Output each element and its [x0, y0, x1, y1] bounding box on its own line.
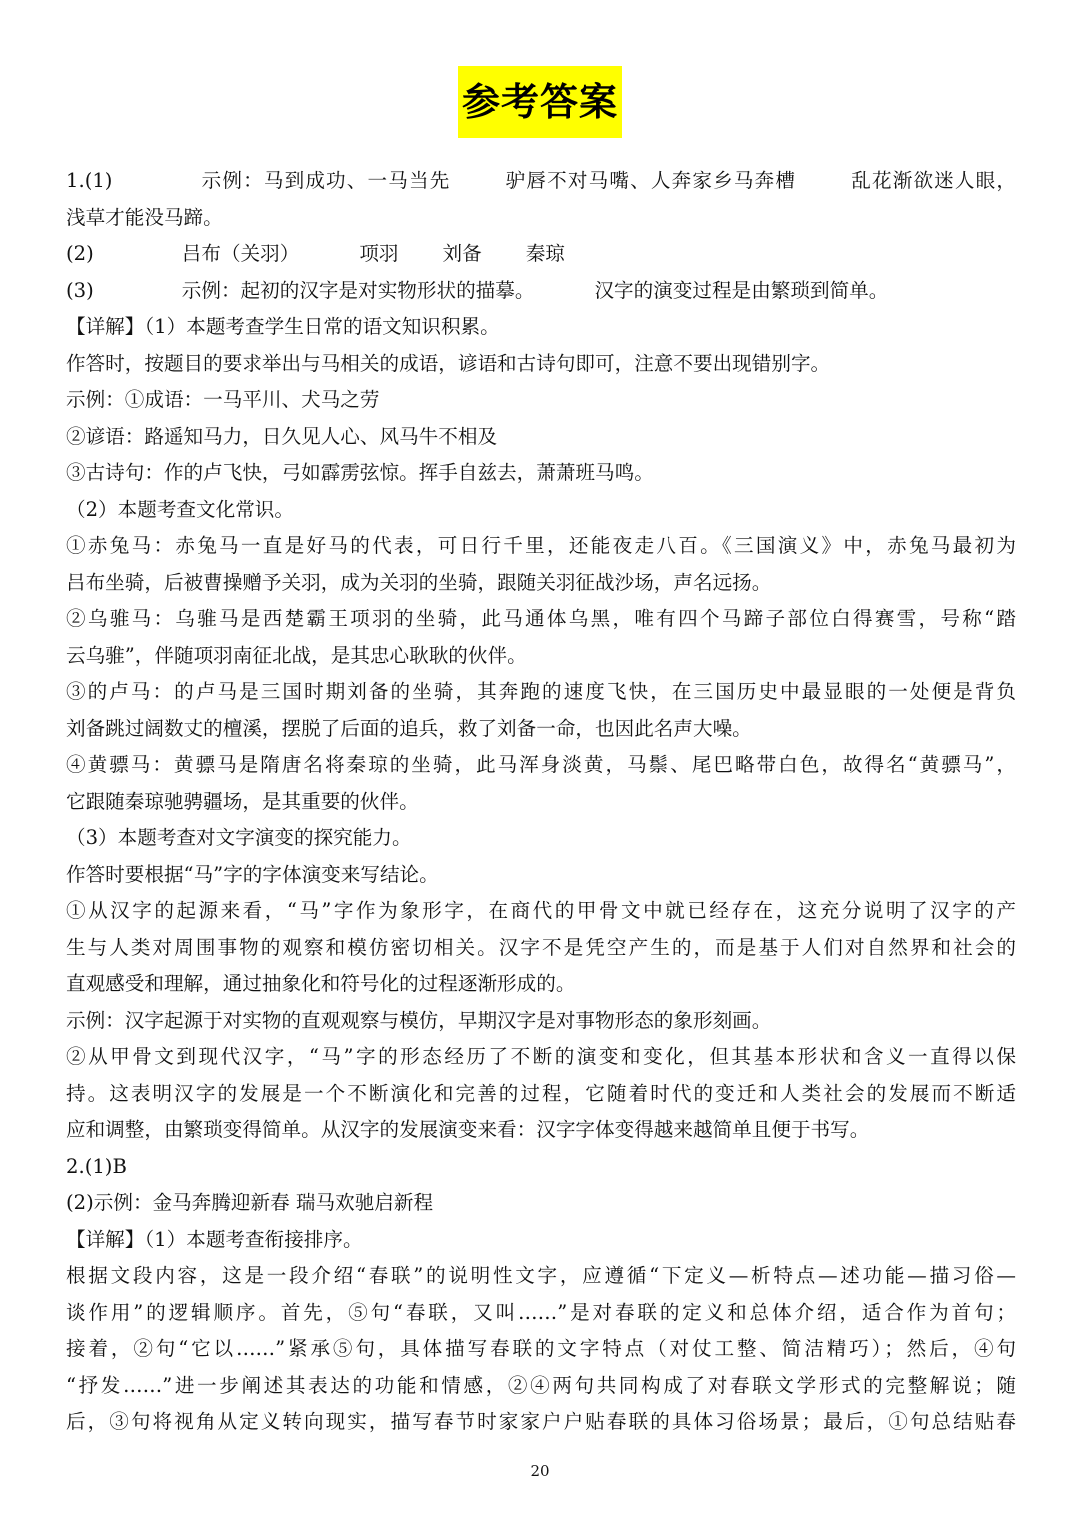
q1-part3-number: (3)	[66, 278, 94, 302]
q1-text-line: 生与人类对周围事物的观察和模仿密切相关。汉字不是凭空产生的，而是基于人们对自然界和社会的	[66, 935, 1016, 959]
q1-text-line: （3）本题考查对文字演变的探究能力。	[66, 826, 412, 849]
q1-text-line: 作答时，按题目的要求举出与马相关的成语，谚语和古诗句即可，注意不要出现错别字。	[66, 351, 831, 375]
q1-part1-answer-a: 示例：马到成功、一马当先	[200, 169, 451, 192]
q2-text-line: 后，③句将视角从定义转向现实，描写春节时家家户户贴春联的具体习俗场景；最后，①句总结贴春	[66, 1410, 1016, 1433]
q2-text-line: 接着，②句“它以……”紧承⑤句，具体描写春联的文字特点（对仗工整、简洁精巧）；然后，④句	[66, 1337, 1016, 1360]
q1-text-line: ②谚语：路遥知马力，日久见人心、风马牛不相及	[66, 424, 498, 448]
q1-part1-answer-c: 乱花渐欲迷人眼，	[850, 169, 1017, 192]
q1-text-line: 它跟随秦琼驰骋疆场，是其重要的伙伴。	[66, 789, 419, 813]
q1-text-line: 吕布坐骑，后被曹操赠予关羽，成为关羽的坐骑，跟随关羽征战沙场，声名远扬。	[66, 570, 772, 594]
q1-part2-answer-c: 刘备	[442, 242, 482, 265]
q1-text-line: ①赤兔马：赤兔马一直是好马的代表，可日行千里，还能夜走八百。《三国演义》中，赤兔马最初为	[66, 534, 1016, 557]
q1-text-line: 持。这表明汉字的发展是一个不断演化和完善的过程，它随着时代的变迁和人类社会的发展而不断适	[66, 1081, 1016, 1105]
q2-text-line: 2.(1)B	[66, 1154, 127, 1178]
q1-part2-answer-a: 吕布（关羽）	[181, 242, 300, 265]
q1-text-line: 示例：①成语：一马平川、犬马之劳	[66, 388, 380, 411]
q1-text-line: 云乌骓”，伴随项羽南征北战，是其忠心耿耿的伙伴。	[66, 643, 527, 667]
q1-text-line: 应和调整，由繁琐变得简单。从汉字的发展演变来看：汉字字体变得越来越简单且便于书写。	[66, 1118, 870, 1141]
q2-text-line: 谈作用”的逻辑顺序。首先，⑤句“春联，又叫……”是对春联的定义和总体介绍，适合作为首句；	[66, 1300, 1016, 1324]
q2-text-line: (2)示例：金马奔腾迎新春 瑞马欢驰启新程	[66, 1191, 434, 1214]
page-number: 20	[530, 1462, 550, 1480]
answer-content	[66, 163, 1016, 1441]
q1-text-line: ③古诗句：作的卢飞快，弓如霹雳弦惊。挥手自兹去，萧萧班马鸣。	[66, 461, 654, 484]
q1-text-line: （2）本题考查文化常识。	[66, 497, 294, 521]
q2-text-line: 【详解】（1）本题考查衔接排序。	[66, 1227, 363, 1251]
q2-text-line: “抒发……”进一步阐述其表达的功能和情感，②④两句共同构成了对春联文学形式的完整解说；随	[66, 1373, 1016, 1397]
q1-text-line: ①从汉字的起源来看，“马”字作为象形字，在商代的甲骨文中就已经存在，这充分说明了汉字的产	[66, 899, 1016, 922]
q1-text-line: ③的卢马：的卢马是三国时期刘备的坐骑，其奔跑的速度飞快，在三国历史中最显眼的一处便是背负	[66, 680, 1016, 703]
page-title: 参考答案	[458, 66, 622, 138]
q1-part2-answer-b: 项羽	[359, 242, 399, 265]
q1-text-line: 示例：汉字起源于对实物的直观观察与模仿，早期汉字是对事物形态的象形刻画。	[66, 1008, 772, 1032]
q1-part3-answer-a: 示例：起初的汉字是对实物形状的描摹。	[181, 278, 535, 302]
q1-part1-line2: 浅草才能没马蹄。	[66, 205, 223, 229]
q1-text-line: 刘备跳过阔数丈的檀溪，摆脱了后面的追兵，救了刘备一命，也因此名声大噪。	[66, 716, 752, 740]
q1-text-line: 作答时要根据“马”字的字体演变来写结论。	[66, 862, 439, 886]
q1-text-line: 直观感受和理解，通过抽象化和符号化的过程逐渐形成的。	[66, 972, 576, 995]
q1-text-line: ②从甲骨文到现代汉字，“马”字的形态经历了不断的演变和变化，但其基本形状和含义一直得以保	[66, 1045, 1016, 1068]
q1-part2-number: (2)	[66, 242, 94, 265]
q1-part1-line1	[66, 163, 1016, 200]
q2-text-line: 根据文段内容，这是一段介绍“春联”的说明性文字，应遵循“下定义—析特点—述功能—描习俗—	[66, 1264, 1016, 1287]
q1-part3-line	[66, 273, 1016, 310]
q1-text-line: ②乌骓马：乌骓马是西楚霸王项羽的坐骑，此马通体乌黑，唯有四个马蹄子部位白得赛雪，号称“踏	[66, 607, 1016, 630]
q1-part1-answer-b: 驴唇不对马嘴、人奔家乡马奔槽	[504, 169, 797, 192]
q1-text-line: 【详解】（1）本题考查学生日常的语文知识积累。	[66, 315, 500, 338]
q1-text-line: ④黄骠马：黄骠马是隋唐名将秦琼的坐骑，此马浑身淡黄，马鬃、尾巴略带白色，故得名“黄骠马”，	[66, 753, 1016, 776]
title-container	[0, 66, 1080, 138]
q1-part2-answer-d: 秦琼	[525, 242, 565, 265]
q1-part2-line	[66, 236, 1016, 273]
q1-part1-number: 1.(1)	[66, 169, 113, 192]
q1-part3-answer-b: 汉字的演变过程是由繁琐到简单。	[594, 278, 889, 302]
